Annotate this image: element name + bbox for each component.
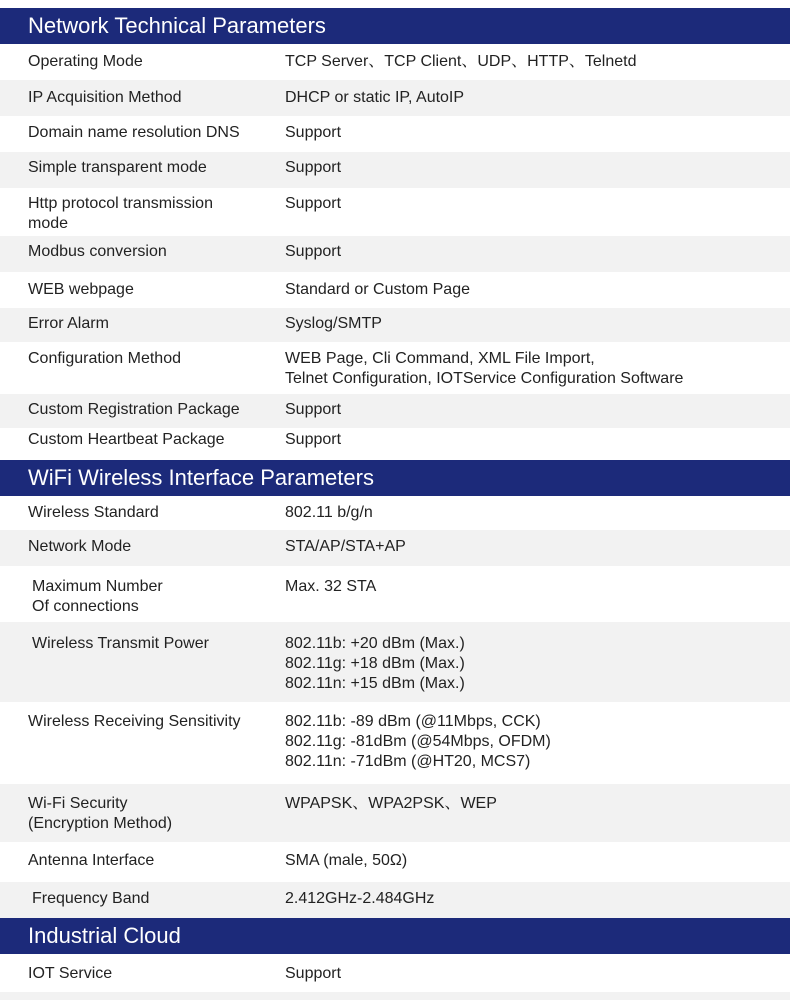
section-title: Network Technical Parameters <box>28 13 326 38</box>
param-value: Syslog/SMTP <box>285 315 382 332</box>
param-value: 2.412GHz-2.484GHz <box>285 890 435 907</box>
param-value: 802.11b: +20 dBm (Max.) 802.11g: +18 dBm (Max.) 802.11n: +15 dBm (Max.) <box>285 635 465 692</box>
param-value: WPAPSK、WPA2PSK、WEP <box>285 795 497 812</box>
param-label: Maximum Number Of connections <box>32 578 163 615</box>
table-row <box>0 496 790 530</box>
param-label: Wi-Fi Security (Encryption Method) <box>28 795 173 832</box>
table-row-partial <box>0 992 790 1000</box>
param-label: Error Alarm <box>28 315 109 332</box>
param-label: Network Mode <box>28 538 132 555</box>
param-label: Custom Heartbeat Package <box>28 431 225 448</box>
param-label: Antenna Interface <box>28 852 155 869</box>
param-label: Wireless Transmit Power <box>32 635 209 652</box>
table-row <box>0 116 790 152</box>
section-title: WiFi Wireless Interface Parameters <box>28 465 374 490</box>
section-header-industrial-cloud <box>0 918 790 954</box>
table-row <box>0 394 790 428</box>
param-label: Wireless Receiving Sensitivity <box>28 713 241 730</box>
table-row <box>0 954 790 992</box>
section-header-wifi <box>0 460 790 496</box>
table-row <box>0 702 790 784</box>
param-label: Operating Mode <box>28 53 143 70</box>
param-value: TCP Server、TCP Client、UDP、HTTP、Telnetd <box>285 53 637 70</box>
param-value: Support <box>285 243 342 260</box>
param-value: Standard or Custom Page <box>285 281 470 298</box>
param-label: Configuration Method <box>28 350 181 367</box>
table-row <box>0 44 790 80</box>
param-value: Support <box>285 431 342 448</box>
param-value: Support <box>285 159 342 176</box>
param-value: WEB Page, Cli Command, XML File Import, Telnet Configuration, IOTService Configuration Software <box>285 350 684 387</box>
table-row <box>0 882 790 918</box>
table-row <box>0 80 790 116</box>
param-value: STA/AP/STA+AP <box>285 538 406 555</box>
table-row <box>0 622 790 702</box>
param-label: IP Acquisition Method <box>28 89 182 106</box>
table-row <box>0 308 790 342</box>
param-value: 802.11b: -89 dBm (@11Mbps, CCK) 802.11g: -81dBm (@54Mbps, OFDM) 802.11n: -71dBm (@HT20, MCS7) <box>285 713 551 770</box>
param-label: WEB webpage <box>28 281 134 298</box>
top-border <box>0 0 790 8</box>
section-title: Industrial Cloud <box>28 923 181 948</box>
table-row <box>0 566 790 622</box>
param-label: Custom Registration Package <box>28 401 240 418</box>
param-label: Simple transparent mode <box>28 159 207 176</box>
param-value: Support <box>285 195 342 212</box>
param-label: IOT Service <box>28 965 113 982</box>
param-value: Support <box>285 124 342 141</box>
param-value: DHCP or static IP, AutoIP <box>285 89 465 106</box>
table-row <box>0 152 790 188</box>
table-row <box>0 842 790 882</box>
param-value: Support <box>285 965 342 982</box>
param-value: 802.11 b/g/n <box>285 504 373 521</box>
param-label: Frequency Band <box>32 890 150 907</box>
table-row <box>0 530 790 566</box>
table-row <box>0 342 790 394</box>
param-label: Domain name resolution DNS <box>28 124 240 141</box>
param-label: Wireless Standard <box>28 504 159 521</box>
param-label: Http protocol transmission mode <box>28 195 213 232</box>
param-value: SMA (male, 50Ω) <box>285 852 408 869</box>
param-value: Max. 32 STA <box>285 578 377 595</box>
table-row <box>0 272 790 308</box>
table-row <box>0 236 790 272</box>
table-row <box>0 428 790 460</box>
table-row <box>0 784 790 842</box>
param-value: Support <box>285 401 342 418</box>
param-label: Modbus conversion <box>28 243 167 260</box>
section-header-network <box>0 8 790 44</box>
table-row <box>0 188 790 236</box>
